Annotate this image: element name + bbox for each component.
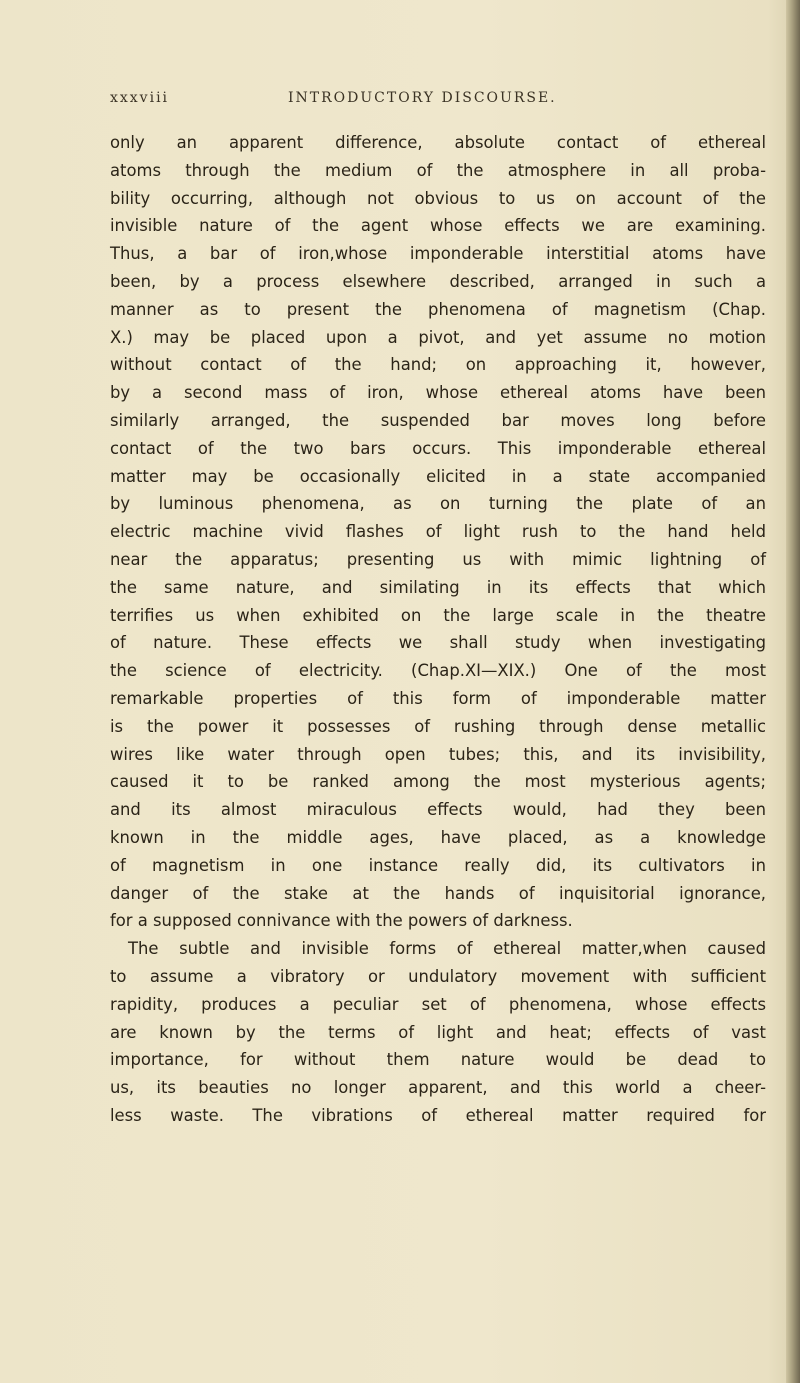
text-line: near the apparatus; presenting us with mimic lightning of xyxy=(110,549,766,569)
text-line: caused it to be ranked among the most mysterious agents; xyxy=(110,772,766,792)
text-line: contact of the two bars occurs. This imponderable ethereal xyxy=(110,438,766,458)
text-line: the science of electricity. (Chap.XI—XIX.) One of the most xyxy=(110,661,766,681)
text-line: without contact of the hand; on approaching it, however, xyxy=(110,355,766,375)
page-number: xxxviii xyxy=(110,90,170,106)
text-line: invisible nature of the agent whose effects we are examining. xyxy=(110,216,766,236)
text-line: atoms through the medium of the atmosphere in all proba- xyxy=(110,160,766,180)
text-line: for a supposed connivance with the powers of darkness. xyxy=(110,911,573,931)
text-line: X.) may be placed upon a pivot, and yet assume no motion xyxy=(110,327,766,347)
text-line: importance, for without them nature would be dead to xyxy=(110,1050,766,1070)
text-line: only an apparent difference, absolute contact of ethereal xyxy=(110,133,766,152)
body-text xyxy=(110,129,766,1130)
text-line: been, by a process elsewhere described, arranged in such a xyxy=(110,271,766,291)
text-line: similarly arranged, the suspended bar moves long before xyxy=(110,410,766,430)
text-line: and its almost miraculous effects would, had they been xyxy=(110,800,766,820)
paragraph-start-line: The subtle and invisible forms of ethereal matter,when caused xyxy=(128,939,766,959)
text-line: electric machine vivid flashes of light rush to the hand held xyxy=(110,522,766,542)
text-line: danger of the stake at the hands of inquisitorial ignorance, xyxy=(110,883,766,903)
text-line: bility occurring, although not obvious to us on account of the xyxy=(110,188,766,208)
running-head: INTRODUCTORY DISCOURSE. xyxy=(288,90,557,106)
text-line: to assume a vibratory or undulatory movement with sufficient xyxy=(110,966,766,986)
text-line: the same nature, and similating in its effects that which xyxy=(110,577,766,597)
text-line: remarkable properties of this form of imponderable matter xyxy=(110,688,766,708)
text-line: wires like water through open tubes; this, and its invisibility, xyxy=(110,744,766,764)
page-edge-shadow xyxy=(786,0,800,1383)
text-line: known in the middle ages, have placed, as a knowledge xyxy=(110,827,766,847)
text-line: manner as to present the phenomena of magnetism (Chap. xyxy=(110,299,766,319)
text-line: of magnetism in one instance really did, its cultivators in xyxy=(110,855,766,875)
page-header xyxy=(110,90,760,114)
text-line: terrifies us when exhibited on the large scale in the theatre xyxy=(110,605,766,625)
text-line: of nature. These effects we shall study when investigating xyxy=(110,633,766,653)
text-line: are known by the terms of light and heat; effects of vast xyxy=(110,1022,766,1042)
text-line: is the power it possesses of rushing through dense metallic xyxy=(110,716,766,736)
text-line: by luminous phenomena, as on turning the plate of an xyxy=(110,494,766,514)
text-line: matter may be occasionally elicited in a state accompanied xyxy=(110,466,766,486)
text-line: less waste. The vibrations of ethereal matter required for xyxy=(110,1105,766,1125)
text-line: by a second mass of iron, whose ethereal atoms have been xyxy=(110,383,766,403)
text-line: rapidity, produces a peculiar set of phenomena, whose effects xyxy=(110,994,766,1014)
text-line: us, its beauties no longer apparent, and this world a cheer- xyxy=(110,1078,766,1098)
text-line: Thus, a bar of iron,whose imponderable interstitial atoms have xyxy=(110,244,766,264)
